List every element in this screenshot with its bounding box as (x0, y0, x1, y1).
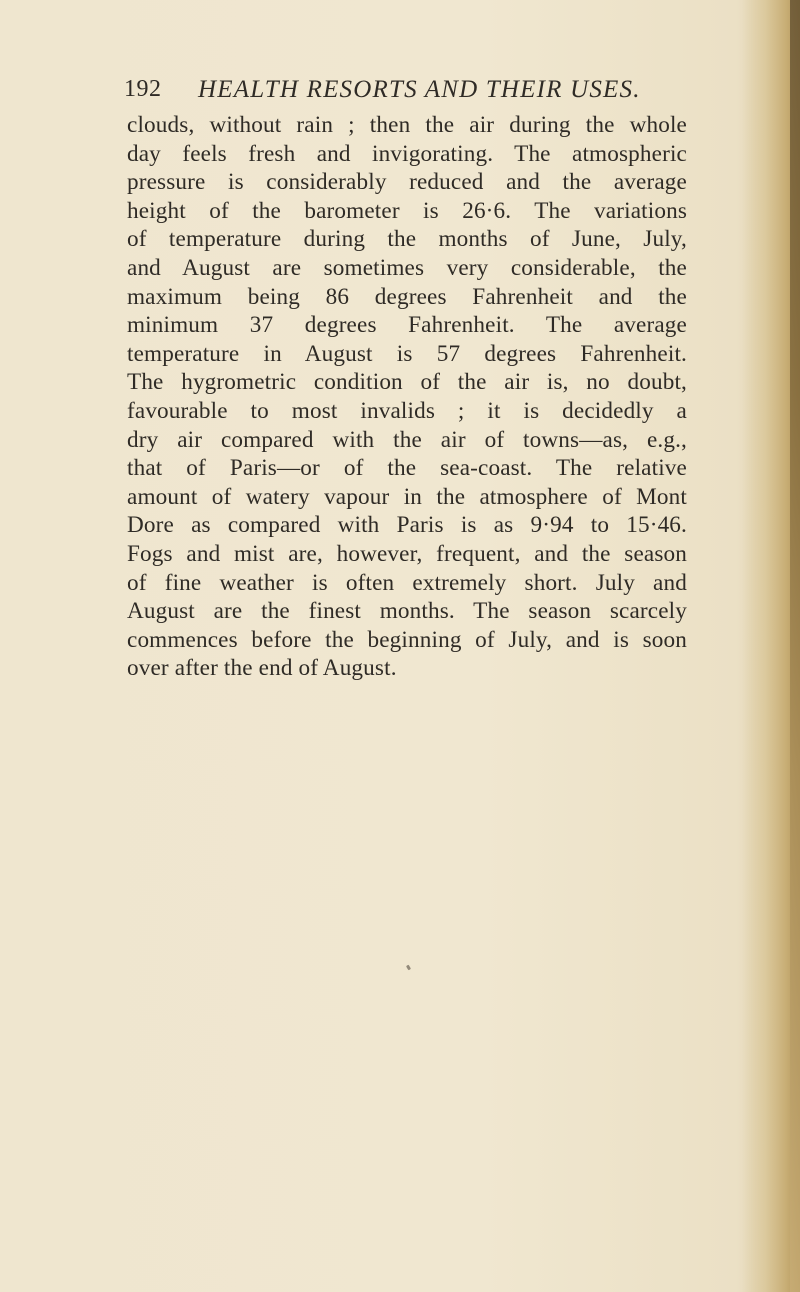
text-line: maximum being 86 degrees Fahrenheit and the (127, 283, 687, 310)
text-line: amount of watery vapour in the atmosphere of Mont (127, 483, 687, 510)
text-line: of temperature during the months of June, July, (127, 226, 687, 253)
text-line: favourable to most invalids ; it is decidedly a (127, 397, 687, 424)
page-number: 192 (124, 76, 162, 102)
running-head (124, 76, 684, 110)
text-line: over after the end of August. (127, 655, 397, 682)
running-head-title: HEALTH RESORTS AND THEIR USES. (198, 76, 641, 103)
text-line: that of Paris—or of the sea-coast. The relative (127, 455, 687, 482)
text-line: pressure is considerably reduced and the average (127, 169, 687, 196)
text-line: commences before the beginning of July, and is soon (127, 626, 687, 653)
text-line: The hygrometric condition of the air is, no doubt, (127, 369, 687, 396)
text-line: minimum 37 degrees Fahrenheit. The average (127, 312, 687, 339)
text-line: August are the finest months. The season scarcely (127, 598, 687, 625)
text-line: height of the barometer is 26·6. The variations (127, 197, 687, 224)
page-edge-shadow (790, 0, 800, 1292)
text-line: dry air compared with the air of towns—as, e.g., (127, 426, 687, 453)
text-line: Fogs and mist are, however, frequent, and the season (127, 540, 687, 567)
text-line: Dore as compared with Paris is as 9·94 to 15·46. (127, 512, 687, 539)
text-line: of fine weather is often extremely short. July and (127, 569, 687, 596)
paper-speck (406, 965, 411, 971)
text-line: day feels fresh and invigorating. The atmospheric (127, 140, 687, 167)
body-text (127, 111, 687, 683)
text-line: temperature in August is 57 degrees Fahrenheit. (127, 340, 687, 367)
text-line: clouds, without rain ; then the air during the whole (127, 112, 687, 138)
text-line: and August are sometimes very considerable, the (127, 254, 687, 281)
